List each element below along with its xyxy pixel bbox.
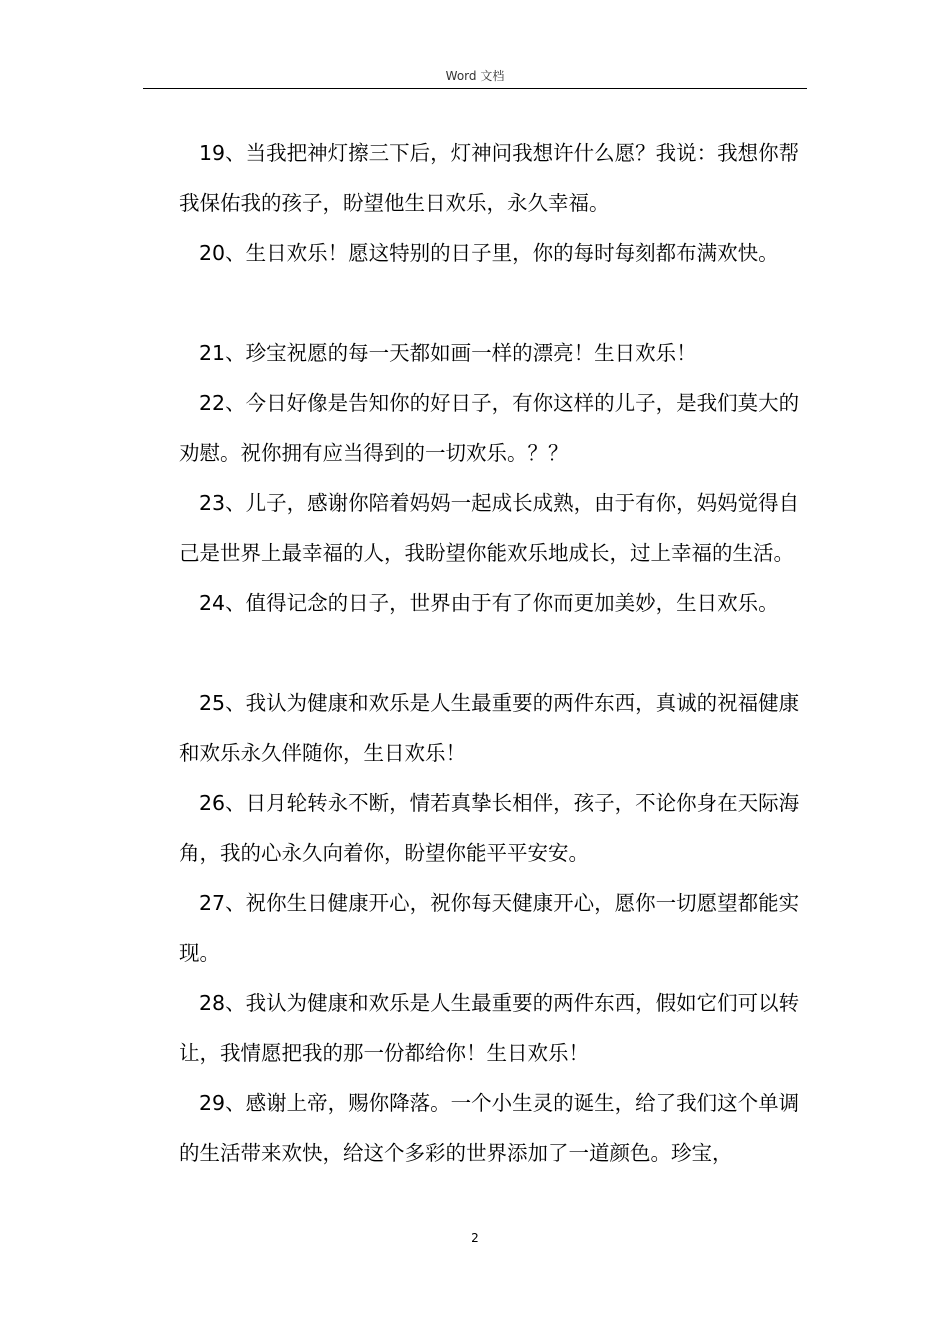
paragraph-24: 24、值得记念的日子，世界由于有了你而更加美妙，生日欢乐。 (199, 591, 779, 615)
blank-line (179, 628, 819, 678)
page-number: 2 (471, 1231, 479, 1245)
page-header: Word 文档 (445, 69, 505, 83)
paragraph-23: 23、儿子，感谢你陪着妈妈一起成长成熟，由于有你，妈妈觉得自己是世界上最幸福的人，我盼望你能欢乐地成长，过上幸福的生活。 (179, 491, 800, 565)
document-body (179, 128, 819, 1178)
paragraph-21: 21、珍宝祝愿的每一天都如画一样的漂亮！生日欢乐！ (199, 341, 697, 365)
paragraph-22: 22、今日好像是告知你的好日子，有你这样的儿子，是我们莫大的劝慰。祝你拥有应当得到的一切欢乐。？？ (179, 391, 800, 465)
header-divider (143, 88, 807, 89)
paragraph-28: 28、我认为健康和欢乐是人生最重要的两件东西，假如它们可以转让，我情愿把我的那一份都给你！生日欢乐！ (179, 991, 800, 1065)
paragraph-20: 20、生日欢乐！愿这特别的日子里，你的每时每刻都布满欢快。 (199, 241, 779, 265)
paragraph-27: 27、祝你生日健康开心，祝你每天健康开心，愿你一切愿望都能实现。 (179, 891, 800, 965)
paragraph-29: 29、感谢上帝，赐你降落。一个小生灵的诞生，给了我们这个单调的生活带来欢快，给这个多彩的世界添加了一道颜色。珍宝， (179, 1091, 800, 1165)
paragraph-26: 26、日月轮转永不断，情若真挚长相伴，孩子，不论你身在天际海角，我的心永久向着你，盼望你能平平安安。 (179, 791, 800, 865)
blank-line (179, 278, 819, 328)
paragraph-25: 25、我认为健康和欢乐是人生最重要的两件东西，真诚的祝福健康和欢乐永久伴随你，生日欢乐！ (179, 691, 800, 765)
paragraph-19: 19、当我把神灯擦三下后，灯神问我想许什么愿？我说：我想你帮我保佑我的孩子，盼望他生日欢乐，永久幸福。 (179, 141, 800, 215)
